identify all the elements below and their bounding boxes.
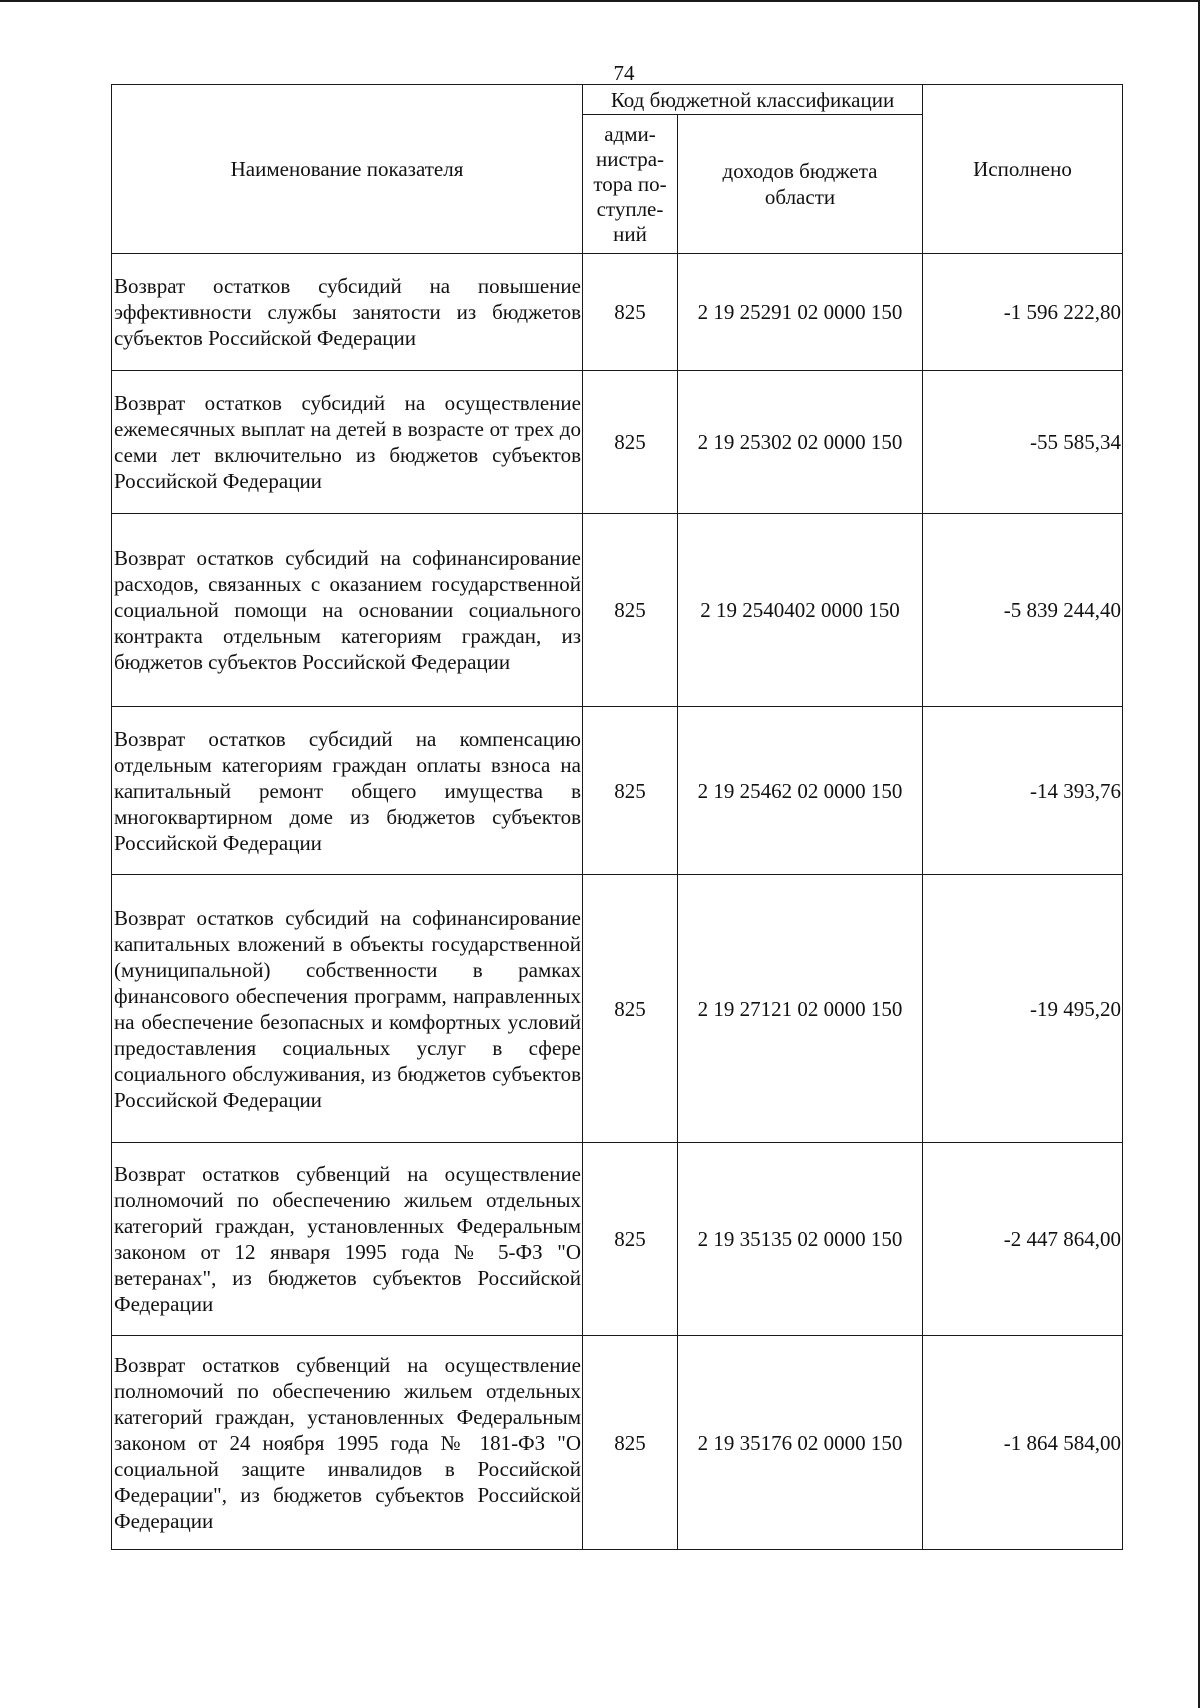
revenue-code: 2 19 25462 02 0000 150 xyxy=(678,707,923,875)
table-row xyxy=(112,514,1123,707)
indicator-name: Возврат остатков субвенций на осуществление полномочий по обеспечению жильем отдельных категорий граждан, установленных Федеральным законом от 24 ноября 1995 года № 181-ФЗ "О социальной защите инвалидов в Российской Федерации", из бюджетов субъектов Российской Федерации xyxy=(112,1336,583,1550)
budget-table xyxy=(111,84,1123,1550)
header-budget-classification: Код бюджетной классификации xyxy=(583,85,923,115)
admin-code: 825 xyxy=(583,514,678,707)
revenue-code: 2 19 35176 02 0000 150 xyxy=(678,1336,923,1550)
revenue-code: 2 19 25291 02 0000 150 xyxy=(678,254,923,371)
indicator-name: Возврат остатков субсидий на компенсацию отдельным категориям граждан оплаты взноса на капитальный ремонт общего имущества в многоквартирном доме из бюджетов субъектов Российской Федерации xyxy=(112,707,583,875)
header-admin-line: ний xyxy=(613,221,647,246)
table-row xyxy=(112,875,1123,1143)
executed-amount: -14 393,76 xyxy=(923,707,1123,875)
indicator-name: Возврат остатков субсидий на софинансирование капитальных вложений в объекты государственной (муниципальной) собственности в рамках финансового обеспечения программ, направленных на обеспечение безопасных и комфортных условий предоставления социальных услуг в сфере социального обслуживания, из бюджетов субъектов Российской Федерации xyxy=(112,875,583,1143)
header-admin-line: тора по- xyxy=(593,171,667,196)
header-admin-line: адми- xyxy=(604,121,656,146)
page-number: 74 xyxy=(613,61,635,85)
table-row xyxy=(112,371,1123,514)
header-revenue-line: доходов бюджета xyxy=(722,159,878,183)
admin-code: 825 xyxy=(583,1143,678,1336)
admin-code: 825 xyxy=(583,875,678,1143)
executed-amount: -1 596 222,80 xyxy=(923,254,1123,371)
table-row xyxy=(112,1336,1123,1550)
executed-amount: -19 495,20 xyxy=(923,875,1123,1143)
table-row xyxy=(112,707,1123,875)
table-header xyxy=(112,85,1123,254)
table-row xyxy=(112,254,1123,371)
header-admin-line: нистра- xyxy=(595,146,665,171)
revenue-code: 2 19 25302 02 0000 150 xyxy=(678,371,923,514)
admin-code: 825 xyxy=(583,1336,678,1550)
indicator-name: Возврат остатков субсидий на софинансирование расходов, связанных с оказанием государственной социальной помощи на основании социального контракта отдельным категориям граждан, из бюджетов субъектов Российской Федерации xyxy=(112,514,583,707)
revenue-code: 2 19 2540402 0000 150 xyxy=(678,514,923,707)
table-body xyxy=(112,254,1123,1550)
indicator-name: Возврат остатков субвенций на осуществление полномочий по обеспечению жильем отдельных категорий граждан, установленных Федеральным законом от 12 января 1995 года № 5-ФЗ "О ветеранах", из бюджетов субъектов Российской Федерации xyxy=(112,1143,583,1336)
header-executed: Исполнено xyxy=(923,85,1123,254)
executed-amount: -2 447 864,00 xyxy=(923,1143,1123,1336)
header-admin-line: ступле- xyxy=(596,196,664,221)
revenue-code: 2 19 35135 02 0000 150 xyxy=(678,1143,923,1336)
executed-amount: -1 864 584,00 xyxy=(923,1336,1123,1550)
indicator-name: Возврат остатков субсидий на осуществление ежемесячных выплат на детей в возрасте от трех до семи лет включительно из бюджетов субъектов Российской Федерации xyxy=(112,371,583,514)
page-edge-top xyxy=(0,0,1200,2)
header-revenue-line: области xyxy=(764,185,836,209)
revenue-code: 2 19 27121 02 0000 150 xyxy=(678,875,923,1143)
admin-code: 825 xyxy=(583,254,678,371)
header-admin-code xyxy=(583,115,678,254)
header-indicator-name: Наименование показателя xyxy=(112,85,583,254)
executed-amount: -5 839 244,40 xyxy=(923,514,1123,707)
executed-amount: -55 585,34 xyxy=(923,371,1123,514)
header-revenue-code xyxy=(678,115,923,254)
indicator-name: Возврат остатков субсидий на повышение эффективности службы занятости из бюджетов субъектов Российской Федерации xyxy=(112,254,583,371)
table-row xyxy=(112,1143,1123,1336)
admin-code: 825 xyxy=(583,371,678,514)
admin-code: 825 xyxy=(583,707,678,875)
